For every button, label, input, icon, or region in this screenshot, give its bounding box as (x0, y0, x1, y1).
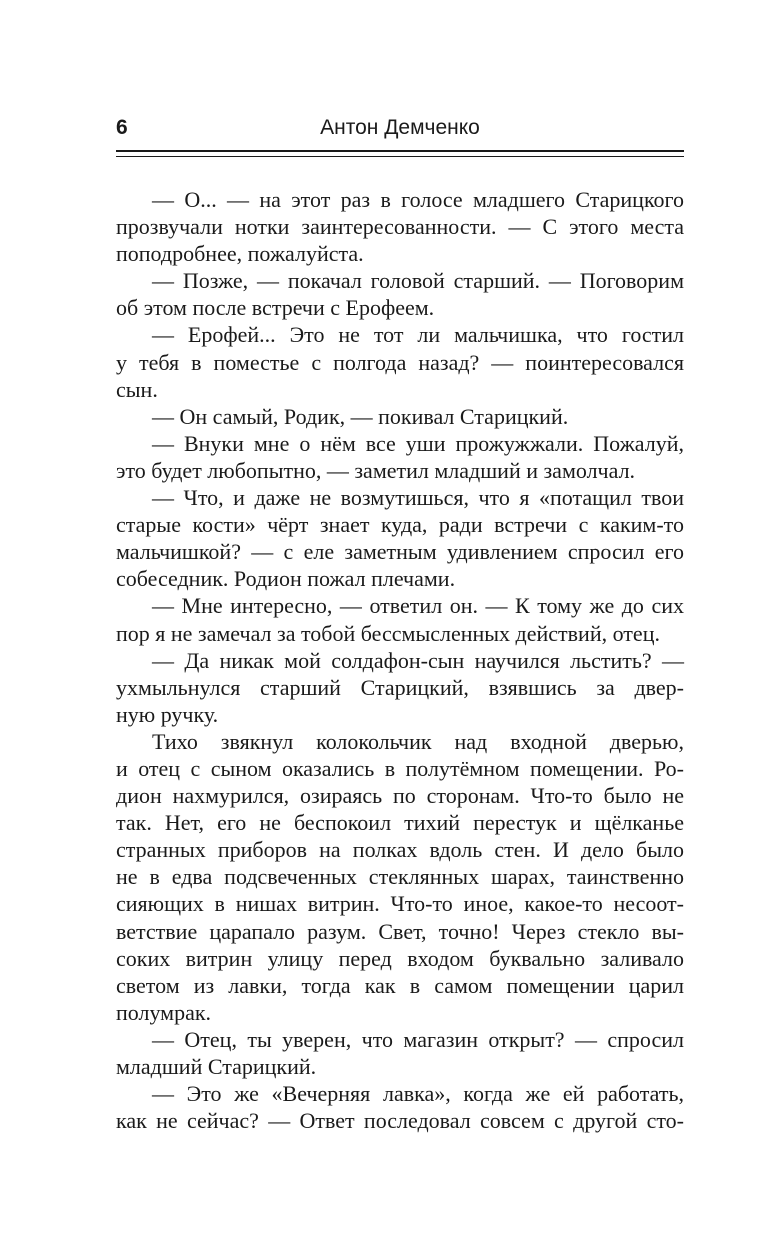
text-line: — О... — на этот раз в голосе младшего Старицкого (152, 187, 684, 212)
text-line: как не сейчас? — Ответ последовал совсем с другой сто- (116, 1108, 684, 1134)
text-line: и отец с сыном оказались в полутёмном помещении. Ро- (116, 755, 684, 781)
text-line: прозвучали нотки заинтересованности. — С этого места (116, 214, 684, 240)
text-line: светом из лавки, тогда как в самом помещении царил (116, 972, 684, 998)
text-line: — Отец, ты уверен, что магазин открыт? — спросил (152, 1026, 684, 1052)
header-rule-thin (116, 156, 684, 157)
text-line: — Мне интересно, — ответил он. — К тому же до сих (152, 593, 684, 619)
text-line: — Это же «Вечерняя лавка», когда же ей работать, (152, 1081, 684, 1107)
text-line: — Ерофей... Это не тот ли мальчишка, что гостил (152, 322, 684, 348)
text-line: — Внуки мне о нём все уши прожужжали. Пожалуй, (152, 430, 684, 456)
text-line: сын. (116, 376, 158, 402)
text-line: младший Старицкий. (116, 1054, 317, 1079)
text-line: странных приборов на полках вдоль стен. И дело было (116, 837, 684, 863)
running-title: Антон Демченко (320, 116, 480, 139)
text-line: дион нахмурился, озираясь по сторонам. Что-то было не (116, 783, 684, 809)
text-line: — Да никак мой солдафон-сын научился льстить? — (152, 647, 684, 673)
text-line: — Он самый, Родик, — покивал Старицкий. (152, 403, 569, 429)
text-line: у тебя в поместье с полгода назад? — поинтересовался (116, 349, 684, 375)
text-line: поподробнее, пожалуйста. (116, 241, 364, 267)
text-line: соких витрин улицу перед входом буквально заливало (116, 945, 684, 971)
page-header (116, 112, 684, 142)
text-line: полумрак. (116, 999, 212, 1025)
text-line: сияющих в нишах витрин. Что-то иное, какое-то несоот- (116, 891, 684, 917)
text-line: — Позже, — покачал головой старший. — Поговорим (152, 268, 684, 294)
text-line: об этом после встречи с Ерофеем. (116, 295, 435, 321)
text-line: ную ручку. (116, 701, 219, 727)
text-line: Тихо звякнул колокольчик над входной дверью, (152, 728, 684, 754)
text-line: старые кости» чёрт знает куда, ради встречи с каким-то (116, 512, 684, 538)
text-line: ветствие царапало разум. Свет, точно! Через стекло вы- (116, 918, 684, 944)
text-line: пор я не замечал за тобой бессмысленных действий, отец. (116, 620, 660, 646)
page-number: 6 (116, 116, 128, 139)
text-line: мальчишкой? — с еле заметным удивлением спросил его (116, 539, 684, 565)
text-line: не в едва подсвеченных стеклянных шарах, таинственно (116, 864, 684, 890)
text-line: — Что, и даже не возмутишься, что я «потащил твои (152, 485, 684, 511)
text-line: собеседник. Родион пожал плечами. (116, 566, 456, 592)
text-line: ухмыльнулся старший Старицкий, взявшись за двер- (116, 674, 684, 700)
header-rule-thick (116, 150, 684, 152)
body-text (116, 186, 684, 1134)
text-line: это будет любопытно, — заметил младший и замолчал. (116, 457, 636, 483)
text-line: так. Нет, его не беспокоил тихий перестук и щёлканье (116, 810, 684, 836)
